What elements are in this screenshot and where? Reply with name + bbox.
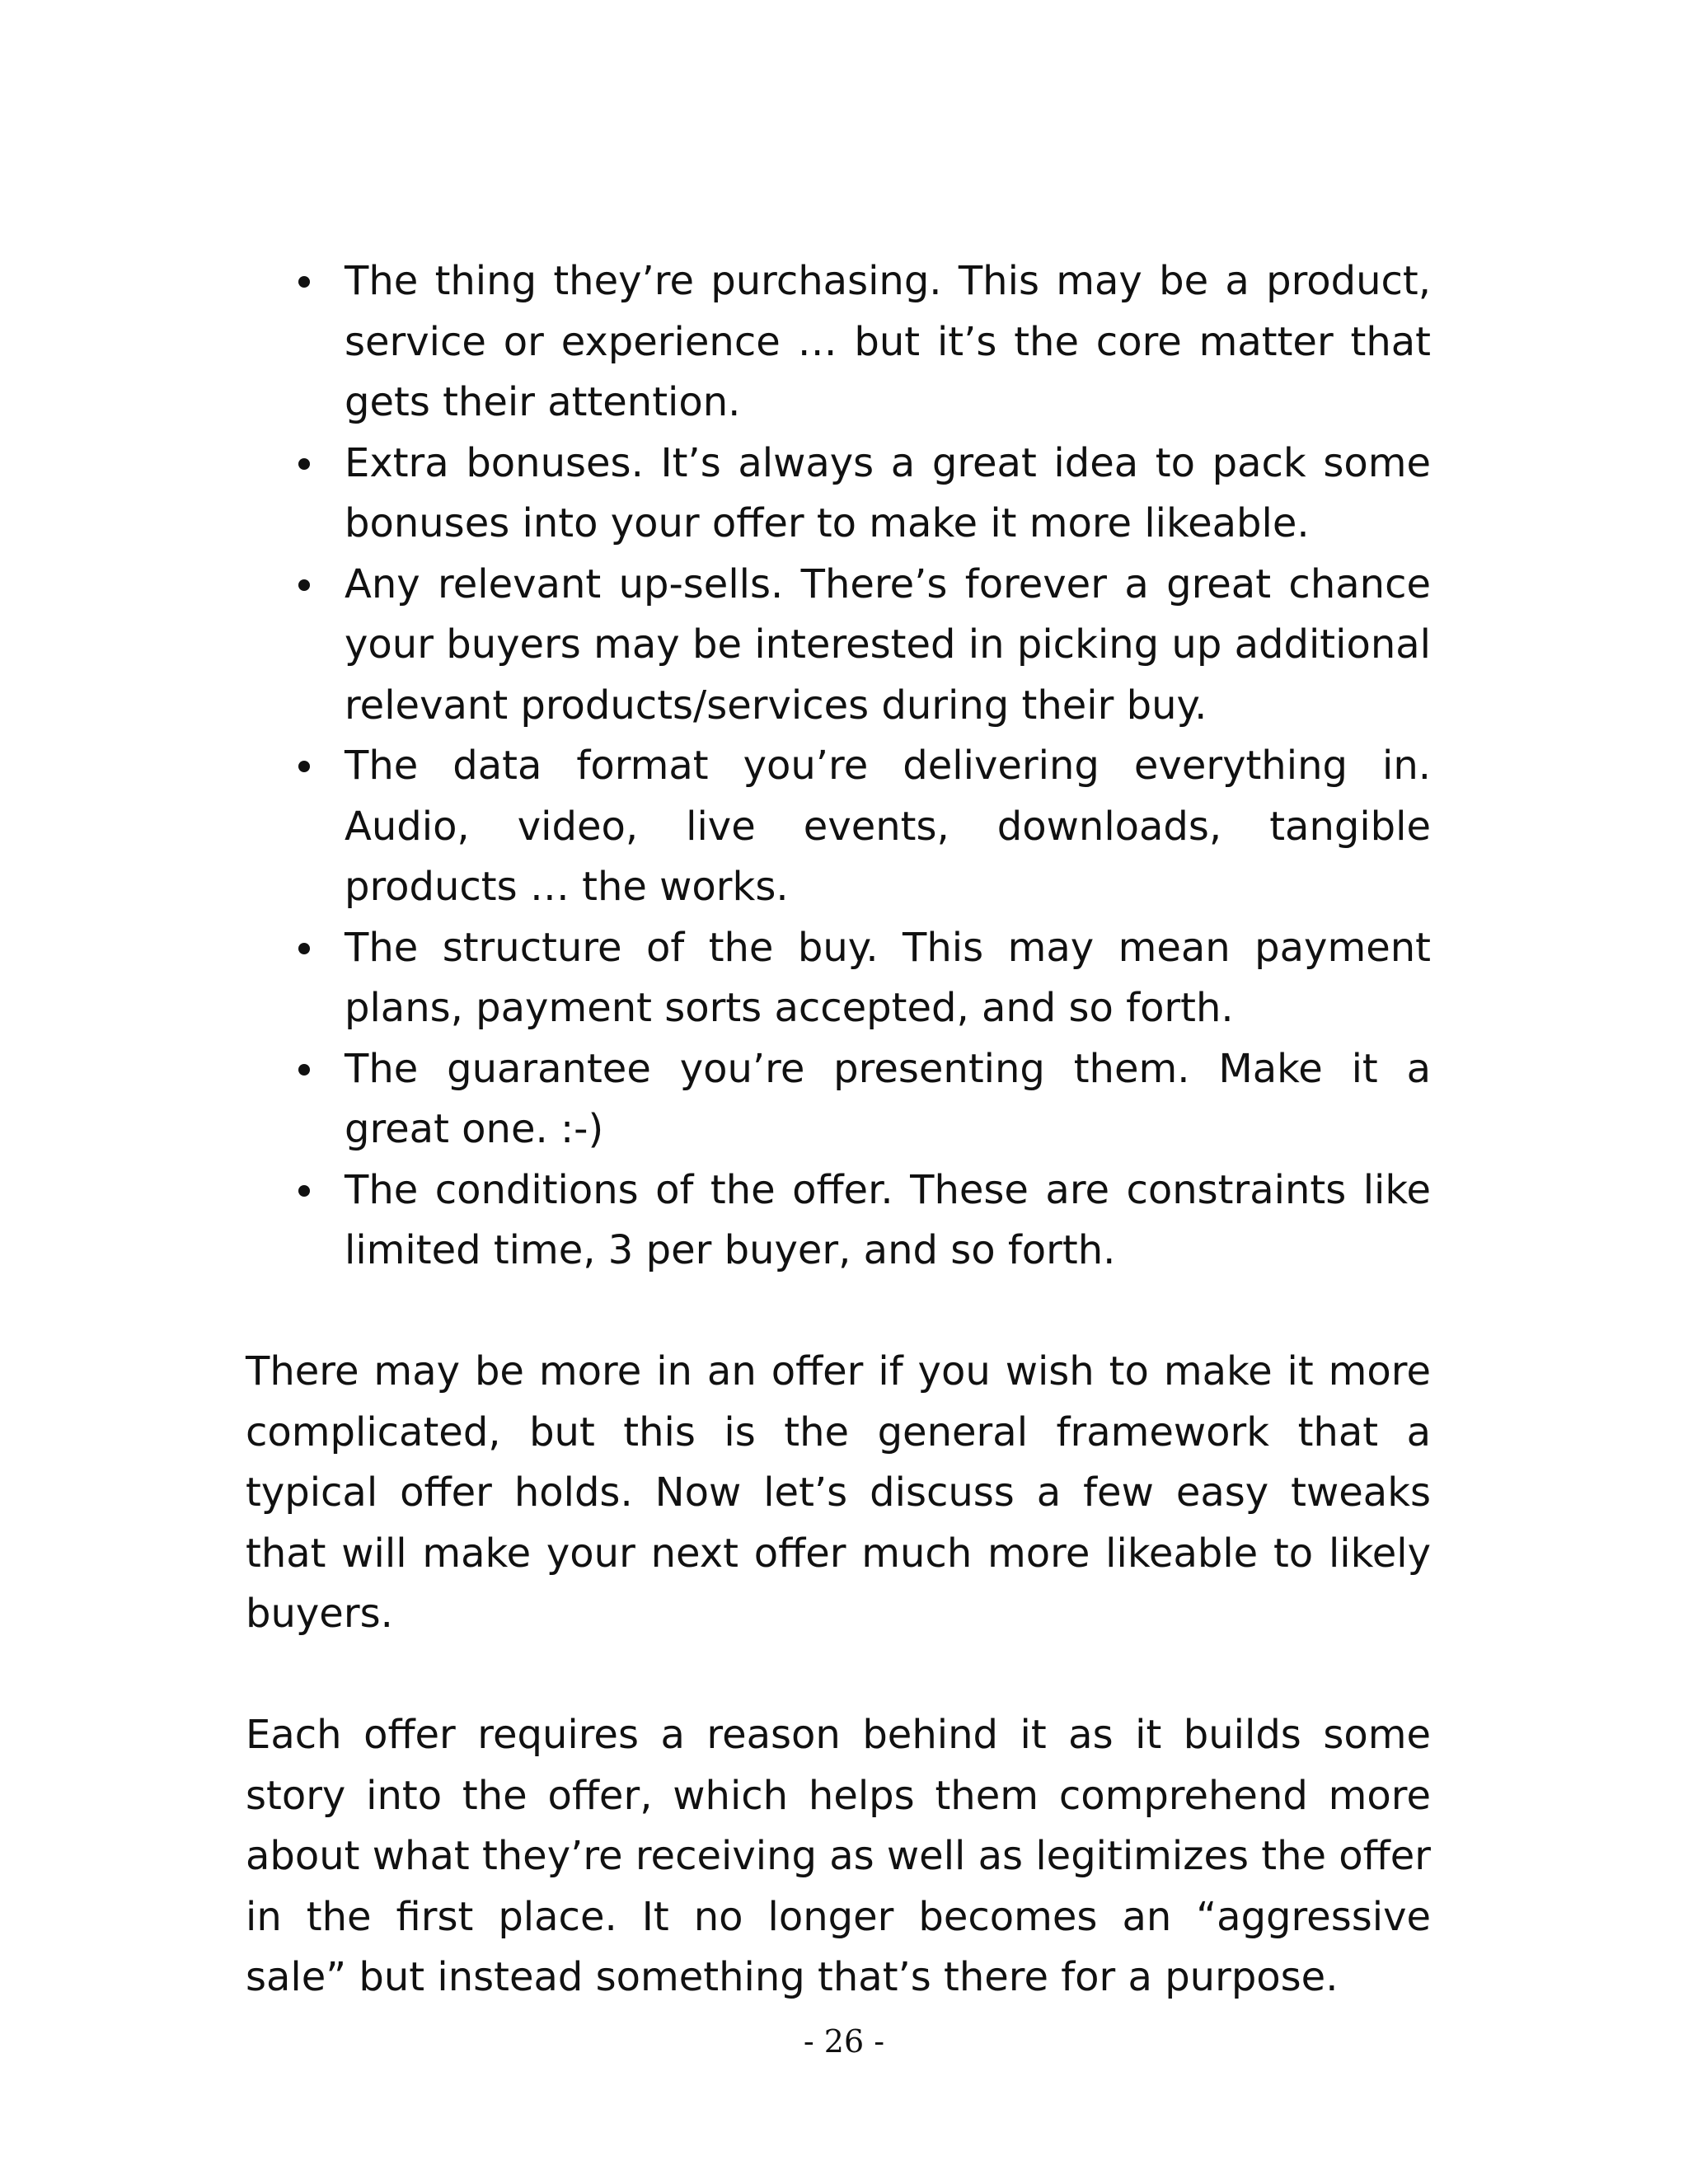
paragraph-spacer [246, 1282, 1431, 1343]
list-item-text: The data format you’re delivering everything in. Audio, video, live events, downloads, tangible products … the works. [345, 743, 1431, 910]
bullet-icon [298, 276, 310, 288]
list-item [246, 251, 1431, 434]
list-item-text: The conditions of the offer. These are constraints like limited time, 3 per buyer, and so forth. [345, 1166, 1431, 1273]
bullet-icon [298, 761, 310, 772]
list-item [246, 555, 1431, 737]
list-item-text: Extra bonuses. It’s always a great idea to pack some bonuses into your offer to make it more likeable. [345, 439, 1431, 546]
page-number: - 26 - [803, 2023, 885, 2060]
list-item [246, 1039, 1431, 1160]
list-item [246, 918, 1431, 1039]
bullet-icon [298, 943, 310, 954]
paragraph-reason: Each offer requires a reason behind it as it builds some story into the offer, which helps them comprehend more about what they’re receiving as well as legitimizes the offer in the first place. It no longer becomes an “aggressive sale” but instead something that’s there for a purpose. [246, 1712, 1431, 2000]
list-item [246, 1160, 1431, 1282]
bullet-list [246, 251, 1431, 1282]
bullet-icon [298, 458, 310, 470]
list-item [246, 434, 1431, 555]
paragraph-framework: There may be more in an offer if you wish to make it more complicated, but this is the general framework that a typical offer holds. Now let’s discuss a few easy tweaks that will make your next offer much more likeable to likely buyers. [246, 1348, 1431, 1637]
list-item [246, 736, 1431, 918]
page-content [246, 251, 1431, 2008]
bullet-icon [298, 579, 310, 591]
list-item-text: The thing they’re purchasing. This may be a product, service or experience … but it’s the core matter that gets their attention. [345, 258, 1431, 425]
bullet-icon [298, 1064, 310, 1076]
list-item-text: The guarantee you’re presenting them. Make it a great one. :-) [345, 1045, 1431, 1152]
paragraph-spacer [246, 1645, 1431, 1706]
list-item-text: The structure of the buy. This may mean payment plans, payment sorts accepted, and so forth. [345, 924, 1431, 1031]
bullet-icon [298, 1185, 310, 1197]
list-item-text: Any relevant up-sells. There’s forever a great chance your buyers may be interested in picking up additional relevant products/services during their buy. [345, 560, 1431, 729]
